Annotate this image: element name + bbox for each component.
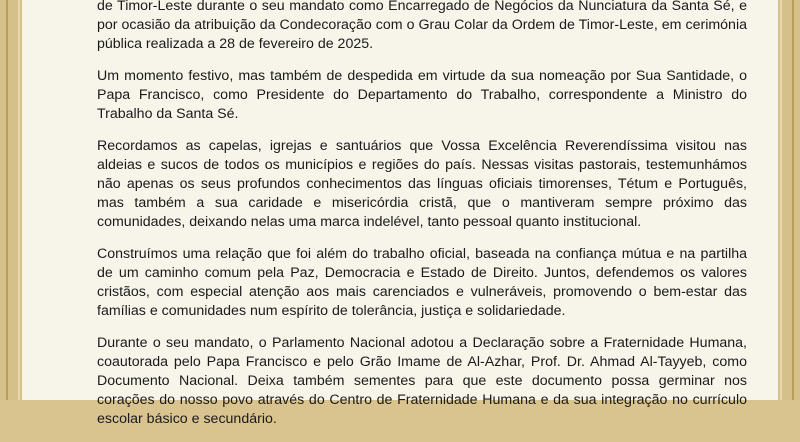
letter-body <box>97 0 747 442</box>
paragraph-mandate-intro: de Timor-Leste durante o seu mandato como Encarregado de Negócios da Nunciatura da Santa Sé, e por ocasião da atribuição da Condecoração com o Grau Colar da Ordem de Timor-Leste, em cerimónia pública realizada a 28 de fevereiro de 2025. <box>97 0 747 52</box>
paragraph-relationship: Construímos uma relação que foi além do trabalho oficial, baseada na confiança mútua e na partilha de um caminho comum pela Paz, Democracia e Estado de Direito. Juntos, defendemos os valores cristãos, com especial atenção aos mais carenciados e vulneráveis, promovendo o bem-estar das famílias e comunidades num espírito de tolerância, justiça e solidariedade. <box>97 246 747 319</box>
paragraph-pastoral-visits: Recordamos as capelas, igrejas e santuários que Vossa Excelência Reverendíssima visitou nas aldeias e sucos de todos os municípios e regiões do país. Nessas visitas pastorais, testemunhámos não apenas os seus profundos conhecimentos das línguas oficiais timorenses, Tétum e Português, mas também a sua caridade e misericórdia cristã, que o mantiveram sempre próximo das comunidades, deixando nelas uma marca indelével, tanto pessoal quanto institucional. <box>97 138 747 230</box>
paragraph-farewell: Um momento festivo, mas também de despedida em virtude da sua nomeação por Sua Santidade, o Papa Francisco, como Presidente do Departamento do Trabalho, correspondente a Ministro do Trabalho da Santa Sé. <box>97 68 747 122</box>
paragraph-fraternity-declaration: Durante o seu mandato, o Parlamento Nacional adotou a Declaração sobre a Fraternidade Humana, coautorada pelo Papa Francisco e pelo Grão Imame de Al-Azhar, Prof. Dr. Ahmad Al-Tayyeb, como Documento Nacional. Deixa também sementes para que este documento possa germinar nos corações do nosso povo através do Centro de Fraternidade Humana e da sua integração no currículo escolar básico e secundário. <box>97 335 747 427</box>
